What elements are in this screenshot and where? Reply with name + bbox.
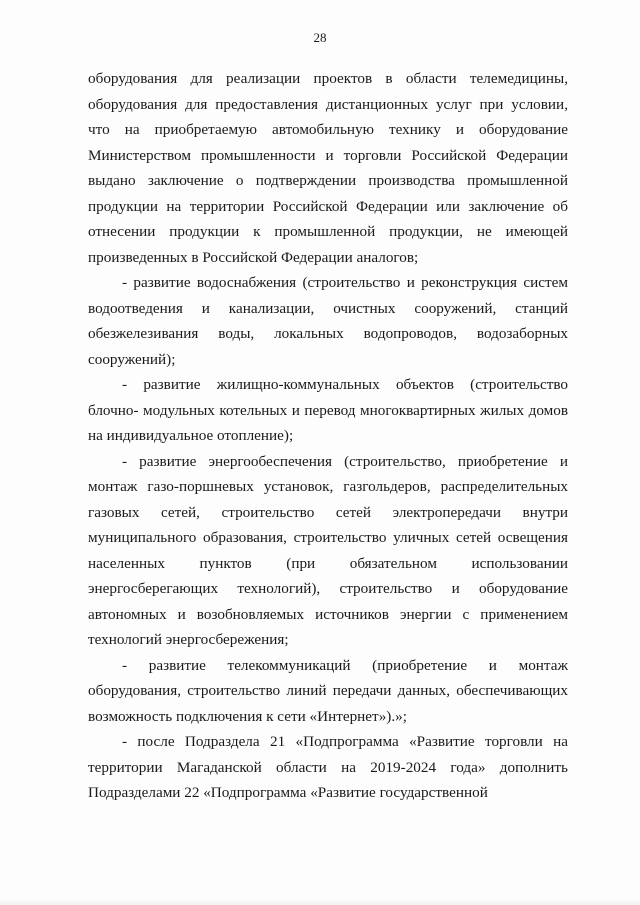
paragraph-water-supply: - развитие водоснабжения (строительство и реконструкция систем водоотведения и канализации, очистных сооружений, станций обезжелезивания воды, локальных водопроводов, водозаборных сооружений); (88, 274, 568, 368)
document-body (88, 66, 568, 806)
paragraph-housing-utilities: - развитие жилищно-коммунальных объектов (строительство блочно- модульных котельных и перевод многоквартирных жилых домов на индивидуальное отопление); (88, 376, 568, 444)
paragraph-continuation: оборудования для реализации проектов в области телемедицины, оборудования для предоставления дистанционных услуг при условии, что на приобретаемую автомобильную технику и оборудование Министерством промышленности и торговли Российской Федерации выдано заключение о подтверждении производства промышленной продукции на территории Российской Федерации или заключение об отнесении продукции к промышленной продукции, не имеющей произведенных в Российской Федерации аналогов; (88, 70, 568, 266)
page-number: 28 (313, 30, 327, 45)
paragraph-energy-supply: - развитие энергообеспечения (строительство, приобретение и монтаж газо-поршневых установок, газгольдеров, распределительных газовых сетей, строительство сетей электропередачи внутри муниципального образования, строительство уличных сетей освещения населенных пунктов (при обязательном использовании энергосберегающих технологий), строительство и оборудование автономных и возобновляемых источников энергии с применением технологий энергосбережения; (88, 452, 568, 648)
scan-bottom-edge (0, 899, 640, 905)
paragraph-telecommunications: - развитие телекоммуникаций (приобретение и монтаж оборудования, строительство линий передачи данных, обеспечивающих возможность подключения к сети «Интернет»).»; (88, 656, 568, 725)
paragraph-amendment: - после Подраздела 21 «Подпрограмма «Развитие торговли на территории Магаданской области на 2019-2024 года» дополнить Подразделами 22 «Подпрограмма «Развитие государственной (88, 733, 568, 801)
